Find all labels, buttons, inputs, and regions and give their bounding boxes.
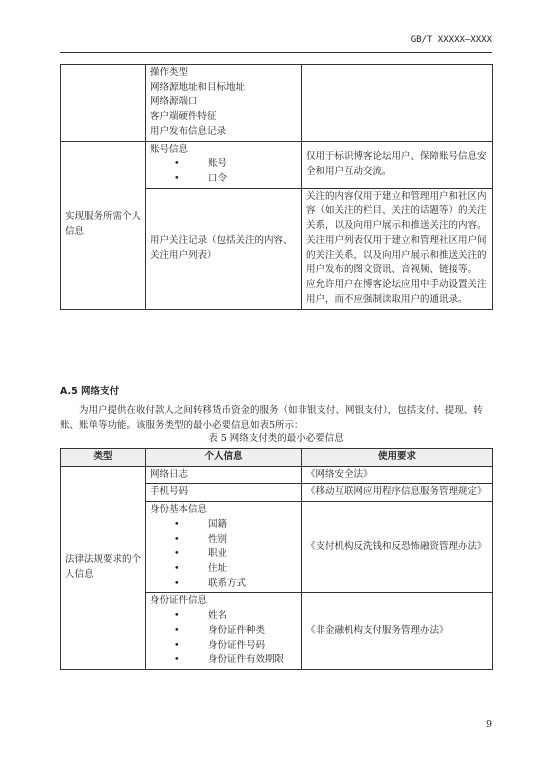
info-line: 用户发布信息记录 xyxy=(150,125,227,137)
info-cell xyxy=(146,141,302,188)
list-item: • 职业 xyxy=(150,547,297,562)
list-item: • 联系方式 xyxy=(150,577,297,592)
bullet-list xyxy=(150,609,297,668)
info-cell xyxy=(146,65,302,142)
section-title: A.5 网络支付 xyxy=(60,386,120,397)
list-item: • 账号 xyxy=(150,157,297,172)
bullet-icon: • xyxy=(174,563,180,575)
bullet-icon: • xyxy=(174,624,180,636)
bullet-icon: • xyxy=(174,577,180,589)
bullet-icon: • xyxy=(174,639,180,651)
info-line: 操作类型 xyxy=(150,67,189,78)
use-paragraph: 关注用户列表仅用于建立和管理社区用户间的关注关系，以及向用户展示和推送关注的用户发布的图文资讯、音视频、链接等。 xyxy=(306,234,487,276)
info-cell: 网络日志 xyxy=(146,466,302,484)
table-row xyxy=(61,141,493,188)
header-rule xyxy=(60,52,492,53)
continued-table xyxy=(60,64,493,310)
body-paragraph: 为用户提供在收付款人之间转移货币资金的服务（如非银支付、网银支付），包括支付、提现、转账、账单等功能。该服务类型的最小必要信息如表5所示： xyxy=(60,405,483,431)
info-cell: 用户关注记录（包括关注的内容、关注用户列表） xyxy=(146,188,302,309)
bullet-icon: • xyxy=(174,158,180,170)
info-title: 账号信息 xyxy=(150,143,189,155)
use-cell-empty xyxy=(302,65,493,142)
use-paragraph: 应允许用户在博客论坛应用中手动设置关注用户，而不应强制读取用户的通讯录。 xyxy=(306,279,487,305)
table-caption: 表 5 网络支付类的最小必要信息 xyxy=(208,433,344,444)
info-cell xyxy=(146,593,302,670)
use-cell: 仅用于标识博客论坛用户、保障账号信息安全和用户互动交流。 xyxy=(302,141,493,188)
use-cell: 《移动互联网应用程序信息服务管理规定》 xyxy=(302,484,493,502)
table-header-row xyxy=(61,449,493,467)
category-cell-empty xyxy=(61,65,146,142)
column-header: 类型 xyxy=(61,449,146,467)
info-line: 网络源地址和目标地址 xyxy=(150,81,246,93)
use-paragraph: 关注的内容仅用于建立和管理用户和社区内容（如关注的栏目、关注的话题等）的关注关系，以及向用户展示和推送关注的内容。 xyxy=(306,190,487,232)
info-cell: 手机号码 xyxy=(146,484,302,502)
list-item: • 身份证件种类 xyxy=(150,624,297,639)
use-cell: 《非金融机构支付服务管理办法》 xyxy=(302,593,493,670)
bullet-icon: • xyxy=(174,548,180,560)
column-header: 个人信息 xyxy=(146,449,302,467)
category-cell: 法律法规要求的个人信息 xyxy=(61,466,146,669)
bullet-icon: • xyxy=(174,654,180,666)
bullet-icon: • xyxy=(174,533,180,545)
table-row xyxy=(61,466,493,484)
list-item: • 姓名 xyxy=(150,609,297,624)
column-header: 使用要求 xyxy=(302,449,493,467)
standard-code: GB/T XXXXX—XXXX xyxy=(410,35,492,45)
info-line: 客户端硬件特征 xyxy=(150,111,217,123)
use-cell: 《支付机构反洗钱和反恐怖融资管理办法》 xyxy=(302,502,493,593)
info-line: 网络源端口 xyxy=(150,96,198,108)
list-item: • 住址 xyxy=(150,562,297,577)
list-item: • 性别 xyxy=(150,533,297,548)
page-number: 9 xyxy=(485,719,492,730)
info-title: 身份基本信息 xyxy=(150,504,208,516)
list-item: • 国籍 xyxy=(150,518,297,533)
use-cell: 《网络安全法》 xyxy=(302,466,493,484)
category-cell: 实现服务所需个人信息 xyxy=(61,141,146,309)
bullet-list xyxy=(150,518,297,592)
bullet-icon: • xyxy=(174,610,180,622)
table-row xyxy=(61,65,493,142)
list-item: • 身份证件有效期限 xyxy=(150,653,297,668)
bullet-icon: • xyxy=(174,518,180,530)
list-item: • 口令 xyxy=(150,172,297,187)
use-cell xyxy=(302,188,493,309)
bullet-list xyxy=(150,157,297,186)
table-5 xyxy=(60,448,493,670)
info-title: 身份证件信息 xyxy=(150,595,208,607)
bullet-icon: • xyxy=(174,173,180,185)
list-item: • 身份证件号码 xyxy=(150,639,297,654)
info-cell xyxy=(146,502,302,593)
